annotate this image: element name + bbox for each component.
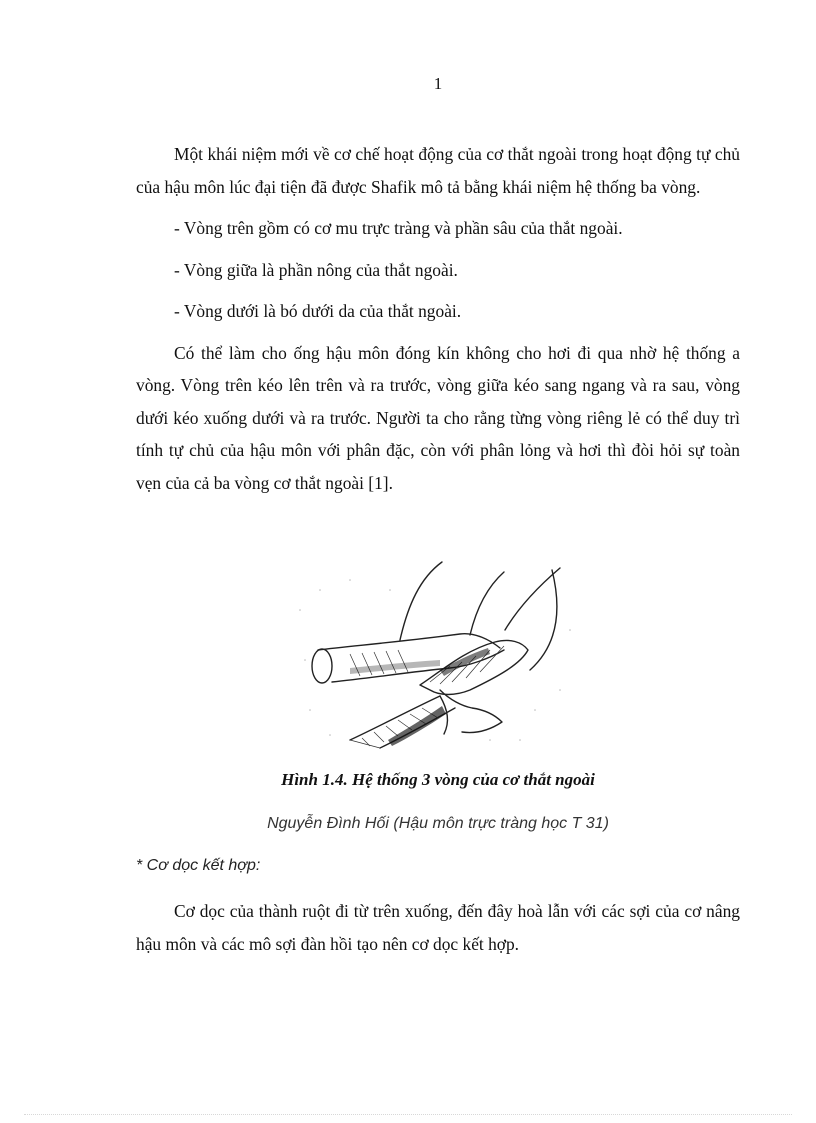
section-heading: * Cơ dọc kết hợp: [136,857,261,874]
bottom-divider [24,1114,792,1115]
dark-fills [350,648,490,746]
figure-caption: Hình 1.4. Hệ thống 3 vòng của cơ thắt ngoài [281,770,595,789]
page-number: 1 [433,74,443,93]
outline-curve [400,562,442,640]
intro-paragraph: Một khái niệm mới về cơ chế hoạt động của cơ thắt ngoài trong hoạt động tự chủ của hậu môn lúc đại tiện đã được Shafik mô tả bằng khái niệm hệ thống ba vòng. [136,144,740,197]
outline-curve [530,570,557,670]
middle-ring [420,640,528,694]
bullet-upper-ring: - Vòng trên gồm có cơ mu trực tràng và phần sâu của thắt ngoài. [174,218,623,238]
outline-curve [505,568,560,630]
bullet-middle-ring: - Vòng giữa là phần nông của thắt ngoài. [174,259,458,280]
figure-source: Nguyễn Đình Hối (Hậu môn trực tràng học T 31) [267,815,609,832]
section-paragraph: Cơ dọc của thành ruột đi từ trên xuống, đến đây hoà lẫn với các sợi của cơ nâng hậu môn và các mô sợi đàn hồi tạo nên cơ dọc kết hợp. [136,901,740,954]
mechanism-paragraph: Có thể làm cho ống hậu môn đóng kín không cho hơi đi qua nhờ hệ thống a vòng. Vòng trên kéo lên trên và ra trước, vòng giữa kéo sang ngang và ra sau, vòng dưới kéo xuống dưới và ra trước. Người ta cho rằng từng vòng riêng lẻ có thể duy trì tính tự chủ của hậu môn với phân đặc, còn với phân lỏng và hơi thì đòi hỏi sự toàn vẹn của cả ba vòng cơ thắt ngoài [1]. [136,342,740,493]
body-text [136,138,740,499]
upper-ring [318,634,500,650]
tube-opening [312,649,332,683]
outline-curve [470,572,504,635]
section-body [136,895,740,960]
sphincter-drawing [290,550,580,755]
bullet-lower-ring: - Vòng dưới là bó dưới da của thắt ngoài. [174,301,462,321]
three-ring-illustration [290,550,580,755]
